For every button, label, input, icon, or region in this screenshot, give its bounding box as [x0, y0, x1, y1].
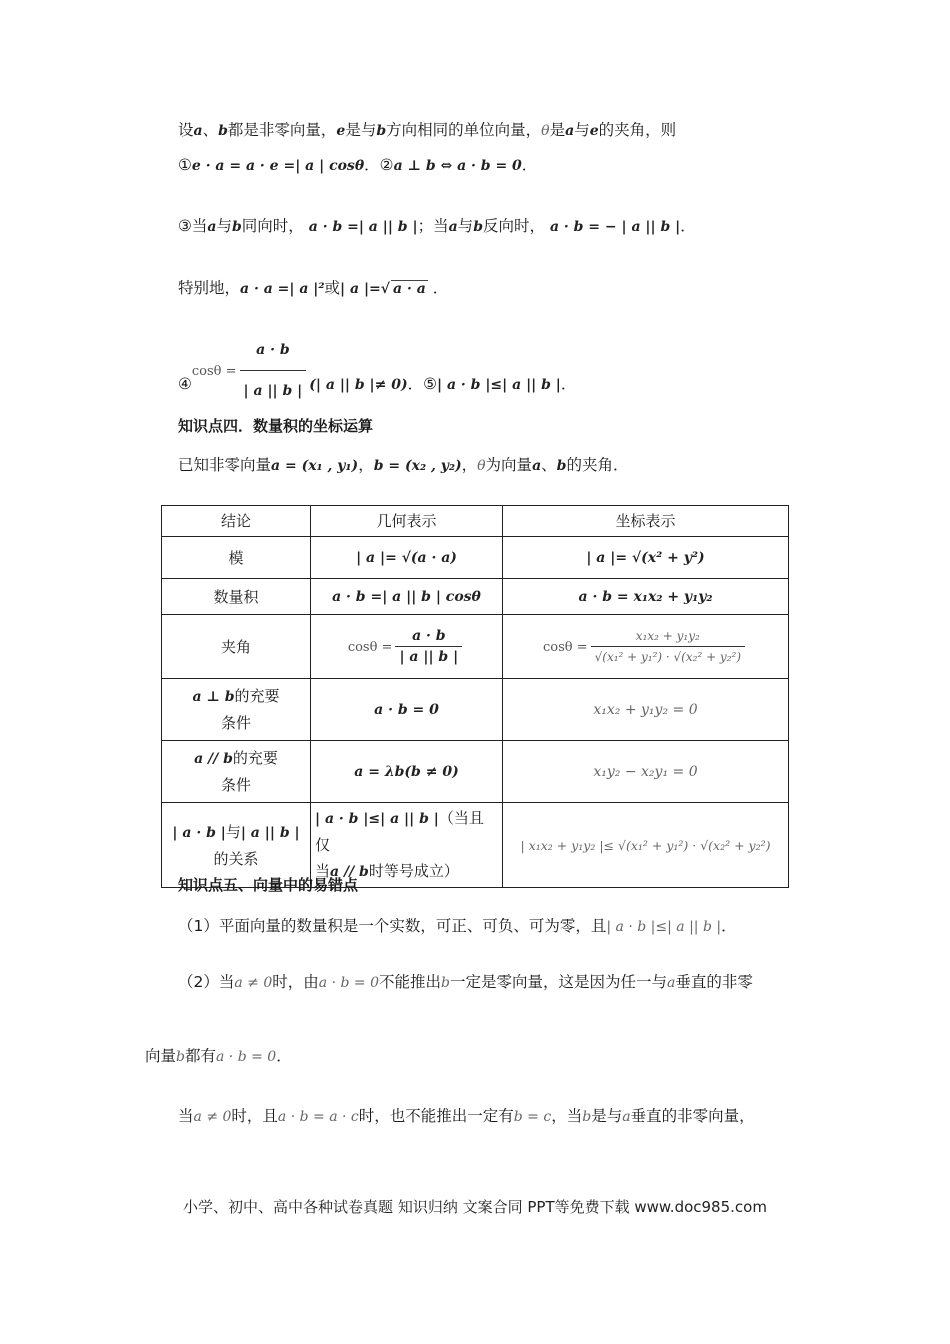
text: 已知非零向量	[178, 456, 272, 474]
text: ．	[560, 375, 577, 393]
formula: a ≠ 0	[234, 975, 273, 991]
table-row	[162, 741, 789, 803]
text: 的夹角，则	[598, 121, 677, 139]
text: 的夹角．	[566, 456, 629, 474]
symbol-a: a	[207, 219, 217, 235]
fraction-numerator: x₁x₂ + y₁y₂	[591, 626, 745, 647]
text: 条件	[220, 776, 251, 794]
formula-item-1: e · a = a · e =| a | cosθ	[191, 158, 365, 174]
formula-norm: | a |=	[340, 281, 381, 297]
coordinate-operations-table	[161, 505, 789, 888]
formula-lhs: cosθ =	[542, 640, 588, 655]
section-5-point-2-cont	[145, 1044, 292, 1069]
text: 方向相同的单位向量，	[386, 121, 542, 139]
formula: | a · b |	[172, 824, 226, 841]
text: 时等号成立）	[368, 862, 459, 880]
table-cell	[311, 615, 503, 679]
text: 的充要	[234, 687, 280, 705]
table-cell	[311, 579, 503, 615]
formula: | a |= √(x² + y²)	[586, 550, 705, 566]
formula-vector-b: b = (x₂ , y₂)	[373, 458, 462, 474]
formula: b = c	[513, 1109, 552, 1125]
formula-norm-radicand: a · a	[393, 281, 426, 297]
formula-same-direction: a · b =| a || b |	[308, 219, 418, 235]
table-cell	[311, 741, 503, 803]
formula: a = λb(b ≠ 0)	[354, 764, 459, 780]
text: ．	[432, 279, 449, 297]
fraction-denominator: | a || b |	[399, 649, 459, 665]
formula: a	[622, 1109, 631, 1125]
formula: | a · b |≤| a || b |	[315, 811, 439, 827]
intro-items-4-5	[178, 330, 576, 411]
section-5-heading: 知识点五、向量中的易错点	[178, 876, 359, 894]
symbol-b: b	[232, 219, 242, 235]
item-marker: ．②	[364, 156, 394, 174]
formula-square-norm: a · a =| a |²	[240, 281, 325, 297]
table-cell	[503, 741, 789, 803]
text: 时，也不能推出一定有	[358, 1107, 514, 1125]
text: 条件	[220, 714, 251, 732]
formula: a · b = x₁x₂ + y₁y₂	[578, 589, 713, 605]
text: 当	[315, 862, 331, 880]
text: ；当	[417, 217, 449, 235]
formula-opposite-direction: a · b = − | a || b |	[549, 219, 681, 235]
symbol-b: b	[376, 123, 387, 139]
text: 是	[549, 121, 566, 139]
formula: a · b = a · c	[277, 1109, 359, 1125]
section-4-given	[178, 453, 628, 478]
page-footer: 小学、初中、高中各种试卷真题 知识归纳 文案合同 PPT等免费下载 www.doc985.com	[183, 1198, 767, 1216]
intro-item-3	[178, 214, 696, 239]
text: 与	[457, 217, 474, 235]
item-marker: ①	[178, 156, 192, 174]
formula: a // b	[330, 864, 369, 880]
intro-special	[178, 276, 448, 301]
text: 时，且	[231, 1107, 278, 1125]
table-cell	[503, 537, 789, 579]
section-5-point-3	[178, 1104, 755, 1129]
formula: a ⊥ b	[192, 689, 235, 705]
text: ，	[358, 456, 374, 474]
table-cell	[311, 679, 503, 741]
formula-vector-a: a = (x₁ , y₁)	[271, 458, 359, 474]
formula: a // b	[194, 751, 233, 767]
text: 是与	[345, 121, 377, 139]
text: 垂直的非零向量，	[630, 1107, 755, 1125]
table-header: 坐标表示	[503, 506, 789, 537]
symbol-e: e	[589, 123, 599, 139]
table-cell	[162, 679, 311, 741]
table-row	[162, 615, 789, 679]
text: 或	[324, 279, 341, 297]
text: 特别地，	[178, 279, 241, 297]
formula: x₁y₂ − x₂y₁ = 0	[593, 764, 698, 780]
formula: a ≠ 0	[193, 1109, 232, 1125]
symbol-a: a	[565, 123, 575, 139]
table-row	[162, 537, 789, 579]
symbol-b: b	[556, 458, 567, 474]
text: 向量	[145, 1047, 177, 1065]
text: ，	[461, 456, 478, 474]
formula: b	[582, 1109, 592, 1125]
formula: a · b =| a || b | cosθ	[332, 589, 481, 605]
text: 的充要	[232, 749, 278, 767]
table-cell: 模	[162, 537, 311, 579]
fraction-denominator: | a || b |	[243, 383, 303, 399]
formula: a · b = 0	[216, 1049, 277, 1065]
text: 与	[216, 217, 232, 235]
table-cell: 数量积	[162, 579, 311, 615]
text: 反向时，	[482, 217, 545, 235]
fraction-numerator: a · b	[240, 330, 307, 371]
text: 当	[178, 1107, 194, 1125]
item-marker: ④	[178, 375, 192, 393]
text: 垂直的非零	[675, 973, 753, 991]
symbol-a: a	[193, 123, 203, 139]
formula-cos-lhs: cosθ =	[191, 364, 237, 379]
text: （当且仅	[315, 809, 484, 854]
formula-item-5: | a · b |≤| a || b |	[437, 377, 561, 393]
table-cell	[503, 615, 789, 679]
formula-cos-fraction	[240, 330, 307, 411]
table-header: 结论	[162, 506, 311, 537]
text: 、	[541, 456, 557, 474]
text: 、	[202, 121, 219, 139]
table-cell	[311, 537, 503, 579]
text: 一定是零向量，这是因为任一与	[449, 973, 667, 991]
section-5-point-1	[178, 914, 737, 939]
symbol-theta: θ	[477, 458, 486, 474]
table-header: 几何表示	[311, 506, 503, 537]
table-header-row	[162, 506, 789, 537]
formula: a	[666, 975, 676, 991]
formula: x₁x₂ + y₁y₂ = 0	[593, 702, 698, 718]
text: 设	[178, 121, 194, 139]
formula: | a · b |≤| a || b |	[606, 919, 722, 935]
symbol-e: e	[336, 123, 346, 139]
formula-fraction	[591, 626, 745, 667]
text: ．	[276, 1047, 292, 1065]
table-row	[162, 579, 789, 615]
text: （2）当	[178, 973, 235, 991]
intro-items-1-2	[178, 153, 537, 178]
item-marker: ③当	[178, 217, 208, 235]
table-cell: 夹角	[162, 615, 311, 679]
text: ，当	[551, 1107, 583, 1125]
section-4-heading: 知识点四．数量积的坐标运算	[178, 417, 374, 435]
text: 不能推出	[378, 973, 441, 991]
text: ．	[521, 156, 538, 174]
text: 时，由	[272, 973, 319, 991]
sqrt-icon: √	[380, 281, 390, 297]
text: 同向时，	[241, 217, 304, 235]
text: 都有	[184, 1047, 216, 1065]
symbol-b: b	[473, 219, 483, 235]
item-marker: ．⑤	[407, 375, 438, 393]
text: 与	[574, 121, 590, 139]
table-cell	[503, 579, 789, 615]
formula: b	[176, 1049, 185, 1065]
text: 为向量	[485, 456, 533, 474]
formula-fraction	[395, 626, 462, 667]
symbol-a: a	[448, 219, 458, 235]
intro-line-1	[178, 118, 676, 143]
formula: | a |= √(a · a)	[356, 550, 457, 566]
formula: a · b = 0	[374, 702, 439, 718]
text: 是与	[591, 1107, 623, 1125]
section-5-point-2	[178, 970, 753, 995]
formula: | a || b |	[240, 824, 300, 841]
formula: | x₁x₂ + y₁y₂ |≤ √(x₁² + y₁²) · √(x₂² + y₂²)	[520, 837, 771, 853]
table-row	[162, 679, 789, 741]
symbol-a: a	[532, 458, 542, 474]
text: 都是非零向量，	[227, 121, 337, 139]
formula-lhs: cosθ =	[347, 640, 393, 655]
symbol-theta: θ	[541, 123, 550, 139]
text: （1）平面向量的数量积是一个实数，可正、可负、可为零，且	[178, 917, 607, 935]
formula-condition: (| a || b |≠ 0)	[309, 377, 408, 393]
formula: b	[441, 975, 450, 991]
fraction-numerator: a · b	[395, 626, 462, 647]
table-cell	[503, 679, 789, 741]
table-cell	[503, 803, 789, 888]
formula: a · b = 0	[318, 975, 379, 991]
formula-item-2: a ⊥ b ⇔ a · b = 0	[393, 158, 522, 174]
text: ．	[680, 217, 696, 235]
text: ．	[721, 917, 737, 935]
symbol-b: b	[218, 123, 228, 139]
text: 与	[225, 822, 241, 841]
fraction-denominator: √(x₁² + y₁²) · √(x₂² + y₂²)	[594, 650, 742, 664]
table-cell	[162, 741, 311, 803]
text: 的关系	[213, 849, 259, 868]
